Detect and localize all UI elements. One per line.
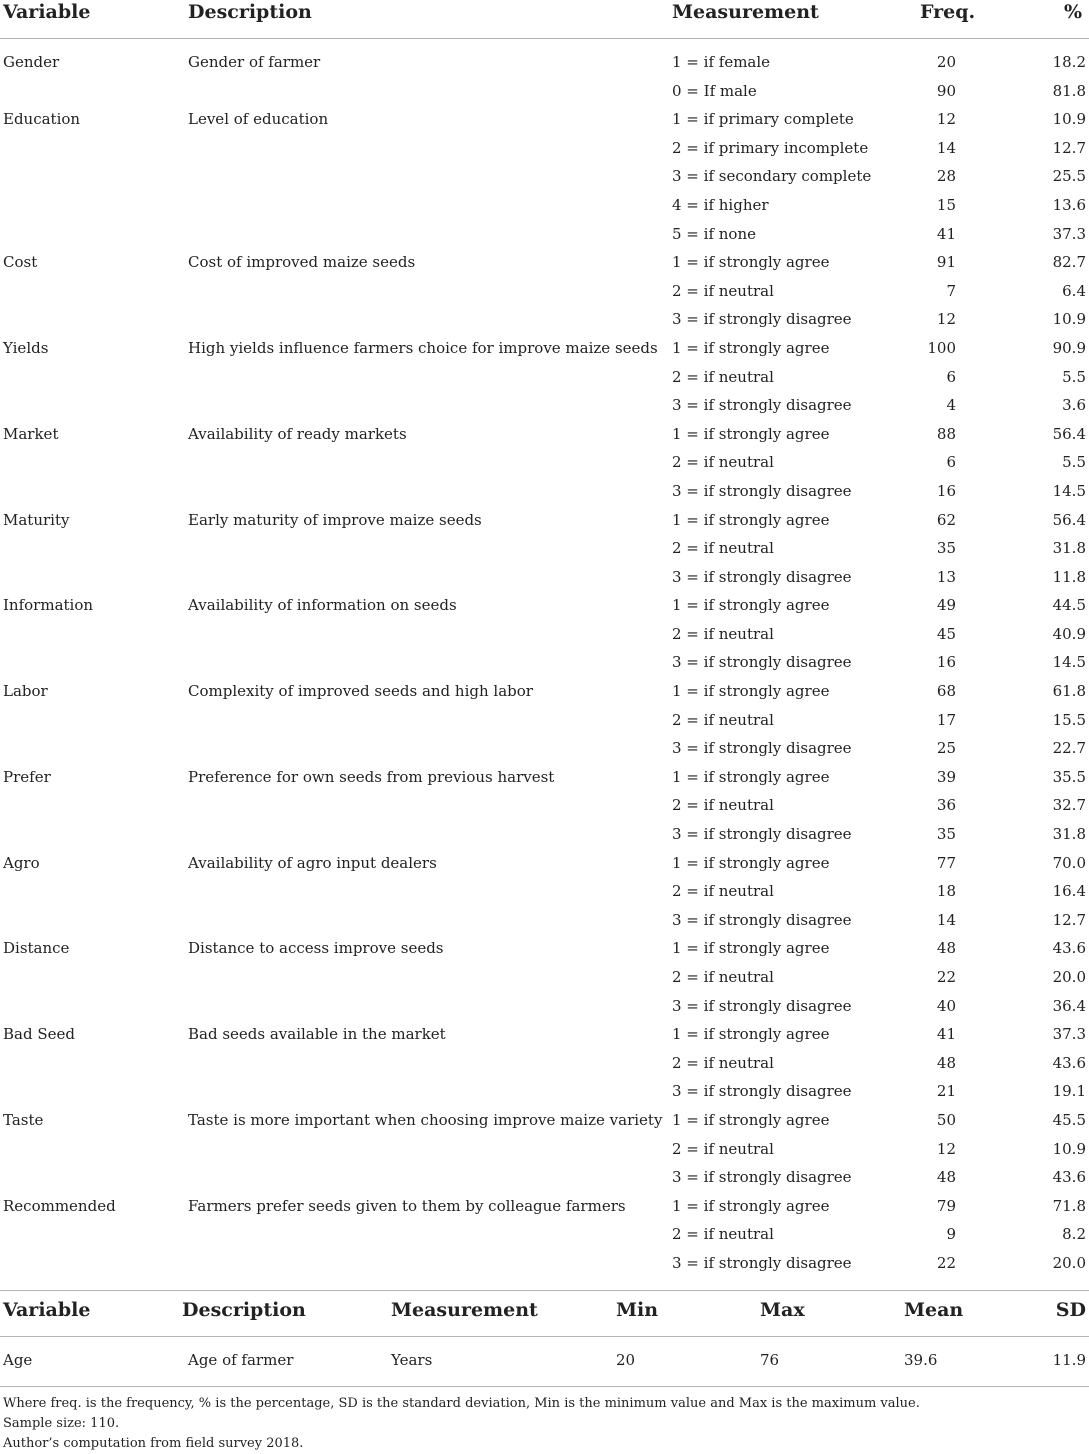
table2-header-measurement: Measurement (391, 1299, 538, 1321)
table-row (0, 734, 1089, 763)
cell-percent: 18.2 (1052, 53, 1086, 71)
cell-measurement: 0 = If male (672, 81, 757, 100)
cell-percent: 10.9 (1052, 310, 1086, 329)
cell-freq: 49 (936, 596, 956, 615)
cell-description: Preference for own seeds from previous harvest (188, 767, 555, 786)
table2-cell-description: Age of farmer (188, 1351, 294, 1369)
cell-description: Level of education (188, 110, 329, 129)
table-row (0, 706, 1089, 735)
cell-measurement: 5 = if none (672, 224, 756, 243)
cell-measurement: 3 = if strongly disagree (672, 396, 852, 415)
cell-freq: 40 (936, 996, 956, 1015)
cell-percent: 43.6 (1052, 1168, 1086, 1187)
table-row (0, 992, 1089, 1021)
cell-measurement: 3 = if strongly disagree (672, 653, 852, 672)
table2-bottom-rule (0, 1386, 1089, 1387)
cell-percent: 14.5 (1052, 481, 1086, 500)
cell-freq: 7 (946, 281, 956, 300)
cell-freq: 6 (946, 453, 956, 472)
table-row (0, 277, 1089, 306)
cell-measurement: 2 = if neutral (672, 796, 774, 815)
cell-measurement: 1 = if strongly agree (672, 1110, 830, 1129)
table-row (0, 763, 1089, 792)
footnote-definitions: Where freq. is the frequency, % is the percentage, SD is the standard deviation, Min is the minimum value and Max is the maximum value. (3, 1396, 920, 1411)
cell-percent: 37.3 (1052, 224, 1086, 243)
cell-description: High yields influence farmers choice for improve maize seeds (188, 338, 658, 357)
cell-percent: 11.8 (1052, 567, 1086, 586)
cell-percent: 61.8 (1052, 682, 1086, 701)
cell-freq: 36 (936, 796, 956, 815)
cell-description: Cost of improved maize seeds (188, 253, 416, 272)
table-row (0, 677, 1089, 706)
cell-freq: 12 (936, 310, 956, 329)
cell-freq: 79 (936, 1196, 956, 1215)
table2-header-variable: Variable (3, 1299, 91, 1321)
footnote-sample-size: Sample size: 110. (3, 1416, 120, 1431)
cell-measurement: 1 = if strongly agree (672, 1025, 830, 1044)
cell-percent: 6.4 (1062, 281, 1086, 300)
cell-percent: 56.4 (1052, 510, 1086, 529)
table2-cell-max: 76 (760, 1351, 780, 1369)
cell-measurement: 3 = if strongly disagree (672, 910, 852, 929)
cell-measurement: 2 = if neutral (672, 1139, 774, 1158)
cell-variable: Cost (3, 253, 38, 272)
table1-bottom-rule (0, 1290, 1089, 1291)
table2-header-mean: Mean (904, 1299, 964, 1321)
cell-description: Taste is more important when choosing improve maize variety (188, 1110, 663, 1129)
table-row (0, 334, 1089, 363)
cell-description: Availability of agro input dealers (188, 853, 437, 872)
cell-variable: Agro (3, 853, 40, 872)
cell-percent: 32.7 (1052, 796, 1086, 815)
cell-percent: 40.9 (1052, 624, 1086, 643)
cell-variable: Market (3, 424, 59, 443)
cell-percent: 19.1 (1052, 1082, 1086, 1101)
cell-percent: 36.4 (1052, 996, 1086, 1015)
cell-freq: 16 (936, 653, 956, 672)
table-row (0, 506, 1089, 535)
cell-percent: 8.2 (1062, 1225, 1086, 1244)
cell-variable: Bad Seed (3, 1025, 75, 1044)
table-row (0, 877, 1089, 906)
cell-freq: 35 (936, 825, 956, 844)
table1-header-measurement: Measurement (672, 1, 819, 23)
table-row (0, 1249, 1089, 1278)
table-row (0, 1135, 1089, 1164)
table2-header-sd: SD (1055, 1299, 1086, 1321)
cell-percent: 45.5 (1052, 1110, 1086, 1129)
cell-percent: 20.0 (1052, 968, 1086, 986)
cell-percent: 10.9 (1052, 1139, 1086, 1158)
cell-percent: 14.5 (1052, 653, 1086, 672)
cell-variable: Yields (3, 338, 49, 357)
table-row (0, 1020, 1089, 1049)
cell-percent: 56.4 (1052, 424, 1086, 443)
cell-percent: 22.7 (1052, 739, 1086, 758)
cell-measurement: 1 = if strongly agree (672, 338, 830, 357)
cell-measurement: 1 = if female (672, 53, 771, 71)
cell-freq: 22 (936, 1253, 956, 1272)
cell-freq: 21 (936, 1082, 956, 1101)
cell-percent: 3.6 (1062, 396, 1086, 415)
cell-percent: 43.6 (1052, 1053, 1086, 1072)
cell-measurement: 1 = if strongly agree (672, 510, 830, 529)
cell-freq: 48 (936, 1053, 956, 1072)
table-row (0, 420, 1089, 449)
cell-freq: 45 (936, 624, 956, 643)
cell-freq: 12 (936, 1139, 956, 1158)
cell-freq: 17 (936, 710, 956, 729)
cell-measurement: 2 = if neutral (672, 281, 774, 300)
cell-percent: 13.6 (1052, 195, 1086, 214)
cell-measurement: 3 = if strongly disagree (672, 310, 852, 329)
cell-variable: Education (3, 110, 81, 129)
cell-percent: 43.6 (1052, 939, 1086, 958)
cell-measurement: 3 = if strongly disagree (672, 739, 852, 758)
table-row (0, 1106, 1089, 1135)
cell-description: Complexity of improved seeds and high labor (188, 682, 533, 701)
table-row (0, 906, 1089, 935)
cell-variable: Prefer (3, 767, 51, 786)
cell-measurement: 1 = if strongly agree (672, 853, 830, 872)
table-row (0, 1192, 1089, 1221)
table-row (0, 162, 1089, 191)
table-row (0, 934, 1089, 963)
table-row (0, 849, 1089, 878)
cell-measurement: 3 = if strongly disagree (672, 481, 852, 500)
table1-header-percent: % (1063, 1, 1082, 23)
cell-description: Distance to access improve seeds (188, 939, 444, 958)
table-row (0, 448, 1089, 477)
cell-percent: 5.5 (1062, 367, 1086, 386)
table-row (0, 134, 1089, 163)
cell-measurement: 2 = if neutral (672, 710, 774, 729)
cell-percent: 12.7 (1052, 138, 1086, 157)
cell-variable: Taste (3, 1110, 44, 1129)
table-row (0, 620, 1089, 649)
cell-measurement: 1 = if strongly agree (672, 682, 830, 701)
cell-variable: Maturity (3, 510, 70, 529)
table-row (0, 220, 1089, 249)
table2-cell-measurement: Years (391, 1351, 433, 1369)
cell-freq: 90 (936, 81, 956, 100)
table2-cell-variable: Age (3, 1351, 33, 1369)
cell-variable: Recommended (3, 1196, 116, 1215)
table-row (0, 648, 1089, 677)
table2-cell-mean: 39.6 (904, 1351, 938, 1369)
table-row (0, 820, 1089, 849)
cell-freq: 39 (936, 767, 956, 786)
table-row (0, 1077, 1089, 1106)
cell-freq: 25 (936, 739, 956, 758)
cell-freq: 91 (936, 253, 956, 272)
cell-percent: 90.9 (1052, 338, 1086, 357)
table2-header-description: Description (182, 1299, 306, 1321)
cell-freq: 28 (936, 167, 956, 186)
cell-measurement: 1 = if strongly agree (672, 939, 830, 958)
table-row (0, 1220, 1089, 1249)
cell-measurement: 3 = if strongly disagree (672, 1253, 852, 1272)
footnote-source: Author’s computation from field survey 2018. (3, 1436, 304, 1451)
cell-freq: 48 (936, 1168, 956, 1187)
cell-description: Early maturity of improve maize seeds (188, 510, 482, 529)
cell-measurement: 4 = if higher (672, 195, 769, 214)
cell-measurement: 1 = if strongly agree (672, 767, 830, 786)
table-row (0, 48, 1089, 77)
cell-percent: 31.8 (1052, 539, 1086, 558)
cell-freq: 18 (936, 882, 956, 901)
cell-freq: 100 (927, 338, 956, 357)
cell-freq: 68 (936, 682, 956, 701)
cell-measurement: 2 = if neutral (672, 624, 774, 643)
cell-percent: 37.3 (1052, 1025, 1086, 1044)
cell-measurement: 3 = if strongly disagree (672, 567, 852, 586)
table-row (0, 363, 1089, 392)
table-row (0, 77, 1089, 106)
cell-variable: Labor (3, 682, 48, 701)
table1-header (0, 0, 1089, 38)
table1-body (0, 48, 1089, 1278)
table-row (0, 1163, 1089, 1192)
cell-percent: 81.8 (1052, 81, 1086, 100)
cell-percent: 15.5 (1052, 710, 1086, 729)
cell-measurement: 2 = if neutral (672, 539, 774, 558)
cell-measurement: 2 = if neutral (672, 968, 774, 986)
cell-freq: 41 (936, 1025, 956, 1044)
cell-percent: 82.7 (1052, 253, 1086, 272)
table-row (0, 191, 1089, 220)
cell-percent: 31.8 (1052, 825, 1086, 844)
cell-measurement: 2 = if neutral (672, 1053, 774, 1072)
cell-description: Gender of farmer (188, 53, 321, 71)
cell-percent: 70.0 (1052, 853, 1086, 872)
cell-description: Bad seeds available in the market (188, 1025, 446, 1044)
cell-description: Farmers prefer seeds given to them by colleague farmers (188, 1196, 626, 1215)
table2-header-max: Max (760, 1299, 805, 1321)
cell-freq: 6 (946, 367, 956, 386)
table-row (0, 563, 1089, 592)
cell-measurement: 1 = if strongly agree (672, 596, 830, 615)
cell-freq: 48 (936, 939, 956, 958)
table-row (0, 791, 1089, 820)
cell-freq: 77 (936, 853, 956, 872)
cell-variable: Gender (3, 53, 60, 71)
table1-header-rule (0, 38, 1089, 39)
table1-header-freq: Freq. (920, 1, 976, 23)
table2-header-min: Min (616, 1299, 659, 1321)
cell-percent: 71.8 (1052, 1196, 1086, 1215)
cell-percent: 12.7 (1052, 910, 1086, 929)
cell-freq: 20 (936, 53, 956, 71)
cell-freq: 22 (936, 968, 956, 986)
cell-measurement: 3 = if secondary complete (672, 167, 872, 186)
table-row (0, 534, 1089, 563)
cell-freq: 14 (936, 910, 956, 929)
cell-measurement: 3 = if strongly disagree (672, 1168, 852, 1187)
cell-measurement: 1 = if strongly agree (672, 253, 830, 272)
cell-freq: 4 (946, 396, 956, 415)
cell-measurement: 1 = if strongly agree (672, 1196, 830, 1215)
table2-cell-min: 20 (616, 1351, 636, 1369)
cell-freq: 13 (936, 567, 956, 586)
cell-freq: 50 (936, 1110, 956, 1129)
cell-measurement: 2 = if primary incomplete (672, 138, 869, 157)
cell-freq: 41 (936, 224, 956, 243)
cell-freq: 12 (936, 110, 956, 129)
cell-freq: 35 (936, 539, 956, 558)
cell-freq: 16 (936, 481, 956, 500)
cell-percent: 20.0 (1052, 1253, 1086, 1272)
table1-header-description: Description (188, 1, 312, 23)
table-row (0, 391, 1089, 420)
cell-percent: 10.9 (1052, 110, 1086, 129)
table-row (0, 963, 1089, 992)
cell-freq: 15 (936, 195, 956, 214)
cell-description: Availability of ready markets (188, 424, 407, 443)
cell-percent: 16.4 (1052, 882, 1086, 901)
table-row (0, 305, 1089, 334)
table-row (0, 477, 1089, 506)
cell-percent: 35.5 (1052, 767, 1086, 786)
cell-variable: Information (3, 596, 94, 615)
table1-header-variable: Variable (3, 1, 91, 23)
table-row (0, 591, 1089, 620)
cell-measurement: 1 = if primary complete (672, 110, 854, 129)
table2-header-rule (0, 1336, 1089, 1337)
cell-measurement: 2 = if neutral (672, 1225, 774, 1244)
cell-freq: 14 (936, 138, 956, 157)
cell-percent: 5.5 (1062, 453, 1086, 472)
cell-description: Availability of information on seeds (188, 596, 457, 615)
cell-measurement: 3 = if strongly disagree (672, 825, 852, 844)
cell-measurement: 1 = if strongly agree (672, 424, 830, 443)
table2-cell-sd: 11.9 (1052, 1351, 1086, 1369)
cell-measurement: 3 = if strongly disagree (672, 996, 852, 1015)
cell-measurement: 2 = if neutral (672, 453, 774, 472)
cell-percent: 44.5 (1052, 596, 1086, 615)
table-row (0, 105, 1089, 134)
cell-freq: 62 (936, 510, 956, 529)
cell-measurement: 3 = if strongly disagree (672, 1082, 852, 1101)
cell-measurement: 2 = if neutral (672, 882, 774, 901)
cell-measurement: 2 = if neutral (672, 367, 774, 386)
cell-freq: 88 (936, 424, 956, 443)
cell-variable: Distance (3, 939, 70, 958)
cell-percent: 25.5 (1052, 167, 1086, 186)
table-row (0, 1049, 1089, 1078)
table-row (0, 248, 1089, 277)
cell-freq: 9 (946, 1225, 956, 1244)
